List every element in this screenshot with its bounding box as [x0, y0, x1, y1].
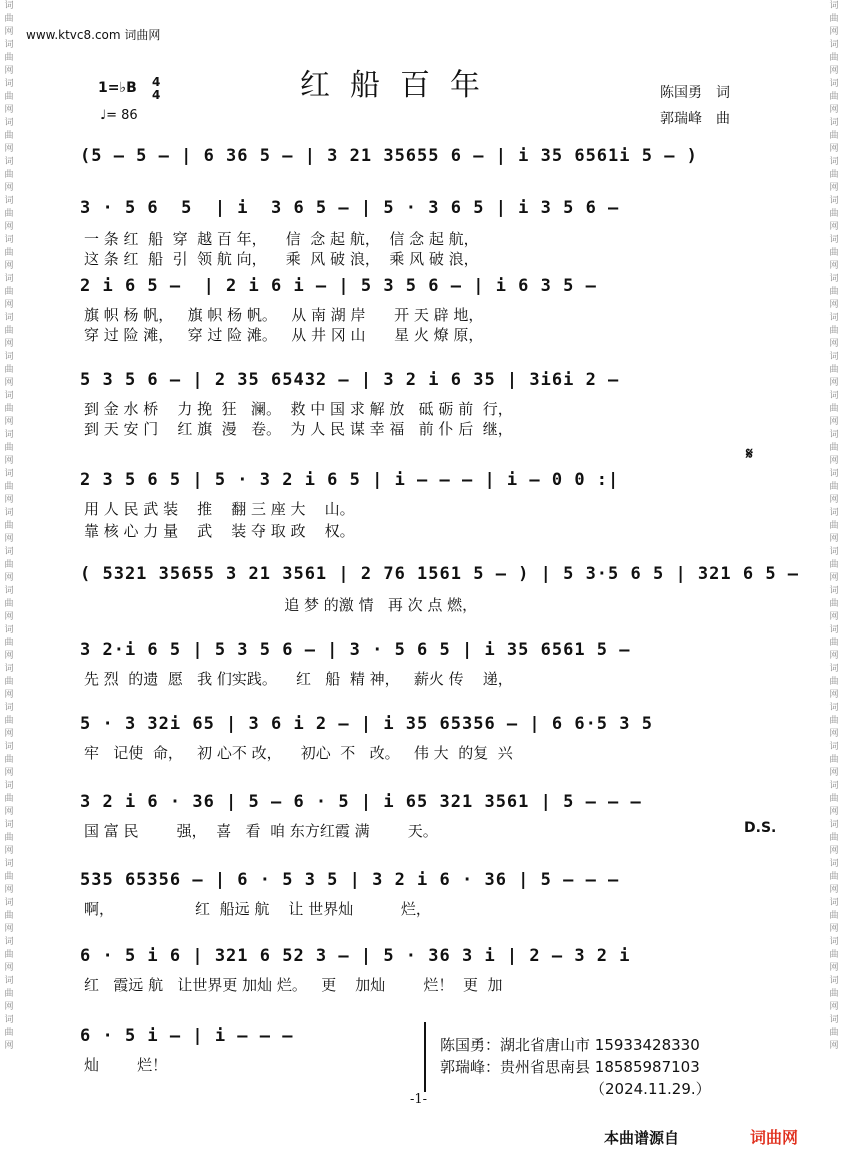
- lyric-line-9a: 国 富 民 强， 喜 看 咱 东方红霞 满 天。: [84, 822, 438, 840]
- lyric-line-3b: 穿 过 险 滩， 穿 过 险 滩。 从 井 冈 山 星 火 燎 原，: [84, 326, 484, 344]
- lyric-line-11a: 红 霞远 航 让世界更 加灿 烂。 更 加灿 烂！ 更 加: [84, 976, 503, 994]
- notation-line-6: ( 5321 35655 3 21 3561 | 2 76 1561 5 — ) | 5 3·5 6 5 | 321 6 5 —: [80, 564, 800, 584]
- lyric-line-3a: 旗 帜 杨 帆， 旗 帜 杨 帆。 从 南 湖 岸 开 天 辟 地，: [84, 306, 484, 324]
- site-url[interactable]: www.ktvc8.com 词曲网: [26, 28, 161, 42]
- notation-line-7: 3 2·i 6 5 | 5 3 5 6 — | 3 · 5 6 5 | i 35 6561 5 —: [80, 640, 631, 660]
- notation-line-11: 6 · 5 i 6 | 321 6 52 3 — | 5 · 36 3 i | 2 — 3 2 i: [80, 946, 631, 966]
- contact-lyricist: 陈国勇：湖北省唐山市 15933428330: [440, 1036, 700, 1054]
- notation-line-12: 6 · 5 i — | i — — —: [80, 1026, 294, 1046]
- lyric-line-4b: 到 天 安 门 红 旗 漫 卷。 为 人 民 谋 幸 福 前 仆 后 继，: [84, 420, 513, 438]
- notation-line-5: 2 3 5 6 5 | 5 · 3 2 i 6 5 | i — — — | i — 0 0 :|: [80, 470, 620, 490]
- tempo-marking: ♩= 86: [100, 108, 138, 123]
- song-title: 红船百年: [300, 68, 500, 103]
- notation-line-9: 3 2 i 6 · 36 | 5 — 6 · 5 | i 65 321 3561 | 5 — — —: [80, 792, 642, 812]
- right-watermark: 词曲网词曲网词曲网词曲网词曲网词曲网词曲网词曲网词曲网词曲网词曲网词曲网词曲网词曲网词曲网词曲网词曲网词曲网词曲网词曲网词曲网词曲网词曲网词曲网词曲网词曲网词曲网: [829, 1, 839, 1051]
- ds-marking: D.S.: [744, 820, 777, 836]
- segno-sign: 𝄋: [746, 444, 753, 463]
- notation-line-8: 5 · 3 32i 65 | 3 6 i 2 — | i 35 65356 — | 6 6·5 3 5: [80, 714, 653, 734]
- contact-composer: 郭瑞峰：贵州省思南县 18585987103: [440, 1058, 700, 1076]
- lyric-line-8a: 牢 记使 命， 初 心不 改， 初心 不 改。 伟 大 的复 兴: [84, 744, 513, 762]
- lyric-line-6a: 追 梦 的激 情 再 次 点 燃，: [84, 596, 478, 614]
- lyric-line-10a: 啊， 红 船远 航 让 世界灿 烂，: [84, 900, 431, 918]
- lyric-line-12a: 灿 烂！: [84, 1056, 168, 1074]
- notation-line-10: 535 65356 — | 6 · 5 3 5 | 3 2 i 6 · 36 | 5 — — —: [80, 870, 620, 890]
- lyric-line-2a: 一 条 红 船 穿 越 百 年， 信 念 起 航， 信 念 起 航，: [84, 230, 479, 248]
- left-watermark: 词曲网词曲网词曲网词曲网词曲网词曲网词曲网词曲网词曲网词曲网词曲网词曲网词曲网词曲网词曲网词曲网词曲网词曲网词曲网词曲网词曲网词曲网词曲网词曲网词曲网词曲网词曲网: [4, 1, 14, 1051]
- time-signature: 4 4: [152, 75, 161, 102]
- notation-line-4: 5 3 5 6 — | 2 35 65432 — | 3 2 i 6 35 | 3i6i 2 —: [80, 370, 620, 390]
- page-number: -1-: [410, 1092, 428, 1107]
- lyric-line-2b: 这 条 红 船 引 领 航 向， 乘 风 破 浪， 乘 风 破 浪，: [84, 250, 479, 268]
- contact-divider: [424, 1022, 426, 1092]
- contact-date: （2024.11.29.）: [590, 1080, 711, 1098]
- notation-line-1: (5 — 5 — | 6 36 5 — | 3 21 35655 6 — | i 35 6561i 5 — ): [80, 146, 698, 166]
- contact-info: [440, 1034, 711, 1100]
- lyric-line-5a: 用 人 民 武 装 推 翻 三 座 大 山。: [84, 500, 355, 518]
- composer-credit: 郭瑞峰 曲: [660, 111, 730, 127]
- lyric-line-4a: 到 金 水 桥 力 挽 狂 澜。 救 中 国 求 解 放 砥 砺 前 行，: [84, 400, 513, 418]
- lyric-line-7a: 先 烈 的遗 愿 我 们实践。 红 船 精 神， 薪火 传 递，: [84, 670, 513, 688]
- lyricist-credit: 陈国勇 词: [660, 85, 730, 101]
- key-signature: 1=♭B: [98, 80, 137, 96]
- source-label: 本曲谱源自: [604, 1129, 680, 1147]
- lyric-line-5b: 靠 核 心 力 量 武 装 夺 取 政 权。: [84, 522, 355, 540]
- brand-logo-text[interactable]: 词曲网: [750, 1128, 799, 1147]
- notation-line-3: 2 i 6 5 — | 2 i 6 i — | 5 3 5 6 — | i 6 3 5 —: [80, 276, 597, 296]
- notation-line-2: 3 · 5 6 5 | i 3 6 5 — | 5 · 3 6 5 | i 3 5 6 —: [80, 198, 620, 218]
